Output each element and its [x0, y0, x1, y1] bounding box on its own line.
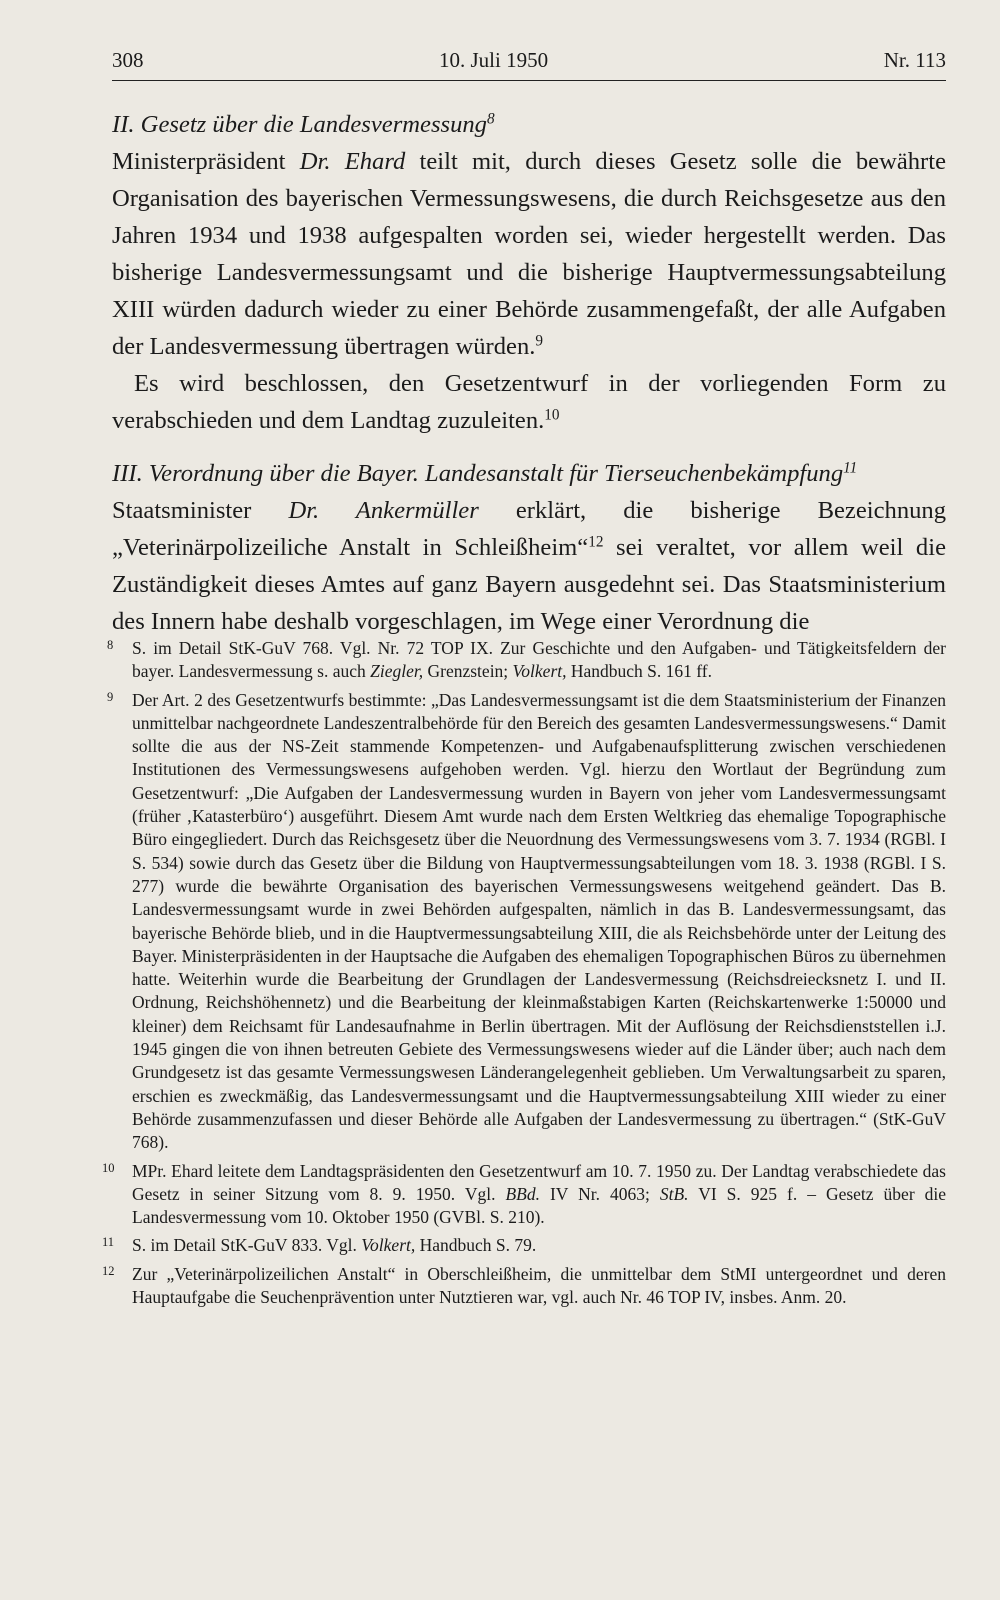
source-abbrev: BBd.: [505, 1183, 540, 1204]
footnote-text: S. im Detail StK-GuV 768. Vgl. Nr. 72 TOP IX. Zur Geschichte und den Aufgaben- und Tätigkeitsfeldern der bayer. Landesvermessung s. auch: [132, 638, 946, 682]
footnote-ref-12: 12: [588, 533, 604, 551]
footnote-number: 11: [102, 1235, 115, 1250]
paragraph-text: Es wird beschlossen, den Gesetzentwurf in der vorliegenden Form zu verabschieden und dem Landtag zuzuleiten.: [112, 370, 946, 434]
header-rule: [112, 80, 946, 81]
footnote-text: Handbuch S. 79.: [415, 1235, 537, 1256]
footnote-12: [102, 1263, 946, 1310]
paragraph-text: teilt mit, durch dieses Gesetz solle die bewährte Organisation des bayerischen Vermessungswesens, die durch Reichsgesetze aus den Jahren 1934 und 1938 aufgespalten worden sei, wieder hergestellt werden. Das bisherige Landesvermessungsamt und die bisherige Hauptvermessungsabteilung XIII würden dadurch wieder zu einer Behörde zusammengefaßt, der alle Aufgaben der Landesvermessung übertragen würden.: [112, 148, 946, 360]
section-heading-ii: [112, 106, 946, 143]
main-text: [112, 106, 946, 640]
section-heading-ii-text: II. Gesetz über die Landesvermessung: [112, 111, 487, 138]
footnote-text: VI S. 925 f. – Gesetz über die Landesvermessung vom 10. Oktober 1950 (GVBl. S. 210).: [132, 1183, 947, 1228]
person-name: Dr. Ankermüller: [288, 497, 479, 524]
footnote-9: [107, 689, 946, 1155]
header-date: 10. Juli 1950: [439, 48, 549, 72]
footnote-number: 9: [107, 689, 114, 704]
footnote-number: 8: [107, 638, 114, 652]
paragraph: [112, 492, 946, 640]
footnote-ref-11: 11: [843, 459, 858, 477]
paragraph-text: Staatsminister: [112, 497, 289, 524]
paragraph-text: sei veraltet, vor allem weil die Zuständigkeit dieses Amtes auf ganz Bayern ausgedehnt sei. Das Staatsministerium des Innern habe deshalb vorgeschlagen, im Wege einer Verordnung die: [112, 534, 946, 635]
footnote-ref-10: 10: [544, 406, 560, 424]
page-number: 308: [112, 48, 144, 72]
footnote-number: 10: [102, 1160, 115, 1175]
section-heading-iii-text: III. Verordnung über die Bayer. Landesanstalt für Tierseuchenbekämpfung: [112, 460, 844, 487]
footnote-text: MPr. Ehard leitete dem Landtagspräsidenten den Gesetzentwurf am 10. 7. 1950 zu. Der Landtag verabschiedete das Gesetz in seiner Sitzung vom 8. 9. 1950. Vgl.: [132, 1160, 946, 1204]
footnote-10: [102, 1160, 947, 1230]
header-issue-number: Nr. 113: [883, 48, 946, 72]
footnote-number: 12: [102, 1263, 115, 1278]
footnote-text: Grenzstein;: [423, 661, 513, 682]
footnote-text: Handbuch S. 161 ff.: [566, 661, 712, 682]
author-name: Volkert,: [512, 661, 567, 682]
footnote-text: Zur „Veterinärpolizeilichen Anstalt“ in Oberschleißheim, die unmittelbar dem StMI untergeordnet und deren Hauptaufgabe die Seuchenprävention unter Nutztieren war, vgl. auch Nr. 46 TOP IV, insbes. Anm. 20.: [132, 1263, 946, 1308]
footnotes: [102, 637, 947, 1314]
footnote-text: Der Art. 2 des Gesetzentwurfs bestimmte: „Das Landesvermessungsamt ist die dem Staatsministerium der Finanzen unmittelbar nachgeordnete Landeszentralbehörde für den Bereich des gesamten Landesvermessungswesens.“ Damit sollte die aus der NS-Zeit stammende Kompetenzen- und Aufgabenaufsplitterung zwischen verschiedenen Institutionen des Vermessungswesens aufgehoben werden. Vgl. hierzu den Wortlaut der Begründung zum Gesetzentwurf: „Die Aufgaben der Landesvermessung wurden in Bayern von jeher vom Landesvermessungsamt (früher ‚Katasterbüro‘) ausgeführt. Diesem Amt wurde nach dem Ersten Weltkrieg das ehemalige Topographische Büro eingegliedert. Durch das Reichsgesetz über die Neuordnung des Vermessungswesens vom 3. 7. 1934 (RGBl. I S. 534) sowie durch das Gesetz über die Bildung von Hauptvermessungsabteilungen vom 18. 3. 1938 (RGBl. I S. 277) wurde die bewährte Organisation des bayerischen Vermessungswesens weitgehend geändert. Das B. Landesvermessungsamt wurde in zwei Behörden aufgespalten, nämlich in das B. Landesvermessungsamt, das bayerische Behörde blieb, und in die Hauptvermessungsabteilung XIII, die als Reichsbehörde unter der Leitung des Bayer. Ministerpräsidenten in der Hauptsache die Aufgaben des ehemaligen Topographischen Büros zu übernehmen hatte. Weiterhin wurde die Bearbeitung der Grundlagen der Landesvermessung (Reichsdreiecksnetz I. und II. Ordnung, Reichshöhennetz) und die Bearbeitung der kleinmaßstabigen Karten (Reichskartenwerke 1:50000 und kleiner) dem Reichsamt für Landesaufnahme in Berlin übertragen. Mit der Auflösung der Reichsdienststellen i.J. 1945 gingen die von ihnen betreuten Gebiete des Vermessungswesens wieder auf die Länder über; auch nach dem Grundgesetz ist das gesamte Vermessungswesen Länderangelegenheit geblieben. Um Verwaltungsarbeit zu sparen, erschien es zweckmäßig, das Landesvermessungsamt und die Hauptvermessungsabteilung XIII wieder zu einer Behörde zusammenzufassen und dieser Behörde alle Aufgaben der Landesvermessung zu übertragen.“ (StK-GuV 768).: [132, 689, 946, 1153]
footnote-text: S. im Detail StK-GuV 833. Vgl.: [132, 1235, 362, 1256]
paragraph: [112, 143, 946, 365]
source-abbrev: StB.: [659, 1183, 689, 1204]
paragraph: [112, 365, 946, 439]
footnote-8: [107, 637, 946, 684]
footnote-ref-9: 9: [535, 332, 544, 350]
footnote-11: [102, 1234, 946, 1257]
author-name: Ziegler,: [370, 661, 424, 682]
footnote-text: IV Nr. 4063;: [539, 1183, 660, 1204]
paragraph-text: Ministerpräsident: [112, 148, 300, 175]
section-heading-iii: [112, 455, 946, 492]
author-name: Volkert,: [361, 1235, 416, 1256]
paragraph-text: erklärt, die bisherige Bezeichnung „Veterinärpolizeiliche Anstalt in Schleißheim“: [112, 497, 947, 561]
person-name: Dr. Ehard: [299, 148, 406, 175]
footnote-ref-8: 8: [486, 110, 495, 128]
